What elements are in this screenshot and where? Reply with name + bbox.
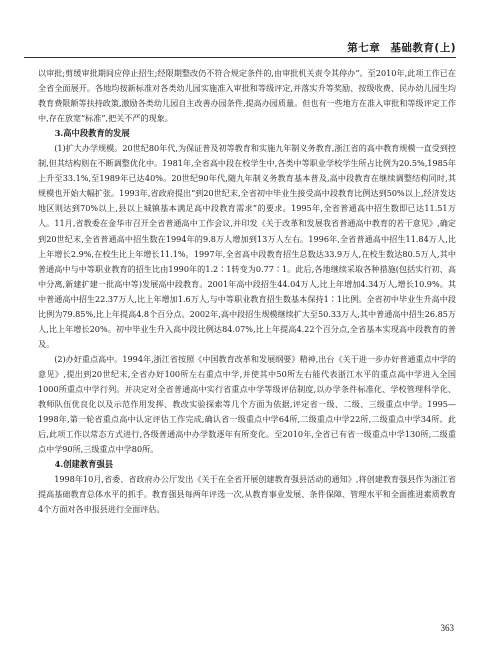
section-heading: 3.高中段教育的发展 bbox=[54, 128, 130, 139]
running-header bbox=[341, 40, 456, 55]
header-rule bbox=[24, 57, 456, 58]
chapter-label: 第七章 bbox=[347, 42, 381, 54]
page-number: 363 bbox=[440, 623, 454, 633]
body-paragraph: 1998年10月,省委、省政府办公厅发出《关于在全省开展创建教育强县活动的通知》,将创建教育强县作为浙江省提高基础教育总体水平的抓手。教育强县每两年评选一次,从教育事业发展、条件保障、管理水平和全面推进素质教育4个方面对各申报县进行全面评估。 bbox=[38, 474, 456, 515]
section-heading: 4.创建教育强县 bbox=[54, 459, 114, 470]
body-paragraph: (1)扩大办学规模。20世纪80年代,为保证普及初等教育和实施九年制义务教育,浙江省的高中教育规模一直受到控制,但其结构则在不断调整优化中。1981年,全省高中段在校学生中,各类中等职业学校学生所占比例为20.5%,1985年上升至33.1%,至1989年已达40%。20世纪90年代,随九年制义务教育基本普及,高中段教育在继续调整结构同时,其规模也开始大幅扩张。1993年,省政府提出“到20世纪末,全省初中毕业生接受高中段教育比例达到50%以上,经济发达地区则达到70%以上,县以上城镇基本满足高中段教育需求”的要求。1995年,全省普通高中招生数即已达11.51万人。11月,省教委在金华市召开全省普通高中工作会议,并印发《关于改革和发展我省普通高中教育的若干意见》,确定到20世纪末,全省普通高中招生数在1994年的9.8万人增加到13万人左右。1996年,全省普通高中招生11.84万人,比上年增长2.9%,在校生比上年增长11.1%。1997年,全省高中段教育招生总数达33.9万人,在校生数达80.5万人,其中普通高中与中等职业教育的招生比由1990年的1.2∶1转变为0.77∶1。此后,各地继续采取各种措施(包括实行初、高中分离,新建扩建一批高中等)发展高中段教育。2001年高中段招生44.04万人,比上年增加4.34万人,增长10.9%。其中普通高中招生22.37万人,比上年增加1.6万人,与中等职业教育招生数基本保持1∶1比例。全省初中毕业生升高中段比例为79.85%,比上年提高4.8个百分点。2002年,高中段招生规模继续扩大至50.33万人,其中普通高中招生26.85万人,比上年增长20%。初中毕业生升入高中段比例达84.07%,比上年提高4.22个百分点,全省基本实现高中段教育的普及。 bbox=[38, 143, 456, 349]
body-paragraph: 以审批;剪缓审批期间应停止招生;经限期整改仍不符合规定条件的,由审批机关责令其停办”。至2010年,此项工作已在全省全面展开。各地均按新标准对各类幼儿园实施准入审批和等级评定,并落实升等奖励、按级收费、民办幼儿园生均教育费限额等扶持政策,激励各类幼儿园自主改善办园条件,提高办园质量。但也有一些地方在准入审批和等级评定工作中,存在放宽“标准”,把关不严的现象。 bbox=[38, 68, 456, 124]
page-body bbox=[38, 66, 456, 517]
body-paragraph: (2)办好重点高中。1994年,浙江省按照《中国教育改革和发展纲要》精神,出台《关于进一步办好普通重点中学的意见》,提出到20世纪末,全省办好100所左右重点中学,并使其中50所左右能代表浙江水平的重点高中学进入全国1000所重点中学行列。并决定对全省普通高中实行省重点中学等级评估制度,以办学条件标准化、学校管理科学化、教师队伍优良化以及示范作用发挥、教改实验探索等几个方面为依据,评定省一级、二级、三级重点中学。1995—1998年,第一轮省重点高中认定评估工作完成,确认省一级重点中学64所,二级重点中学22所,二级重点中学34所。此后,此项工作以常态方式进行,各级普通高中办学数逐年有所变化。至2010年,全省已有省一级重点中学130所,二级重点中学90所,三级重点中学80所。 bbox=[38, 353, 456, 455]
chapter-title: 基础教育(上) bbox=[390, 42, 456, 54]
